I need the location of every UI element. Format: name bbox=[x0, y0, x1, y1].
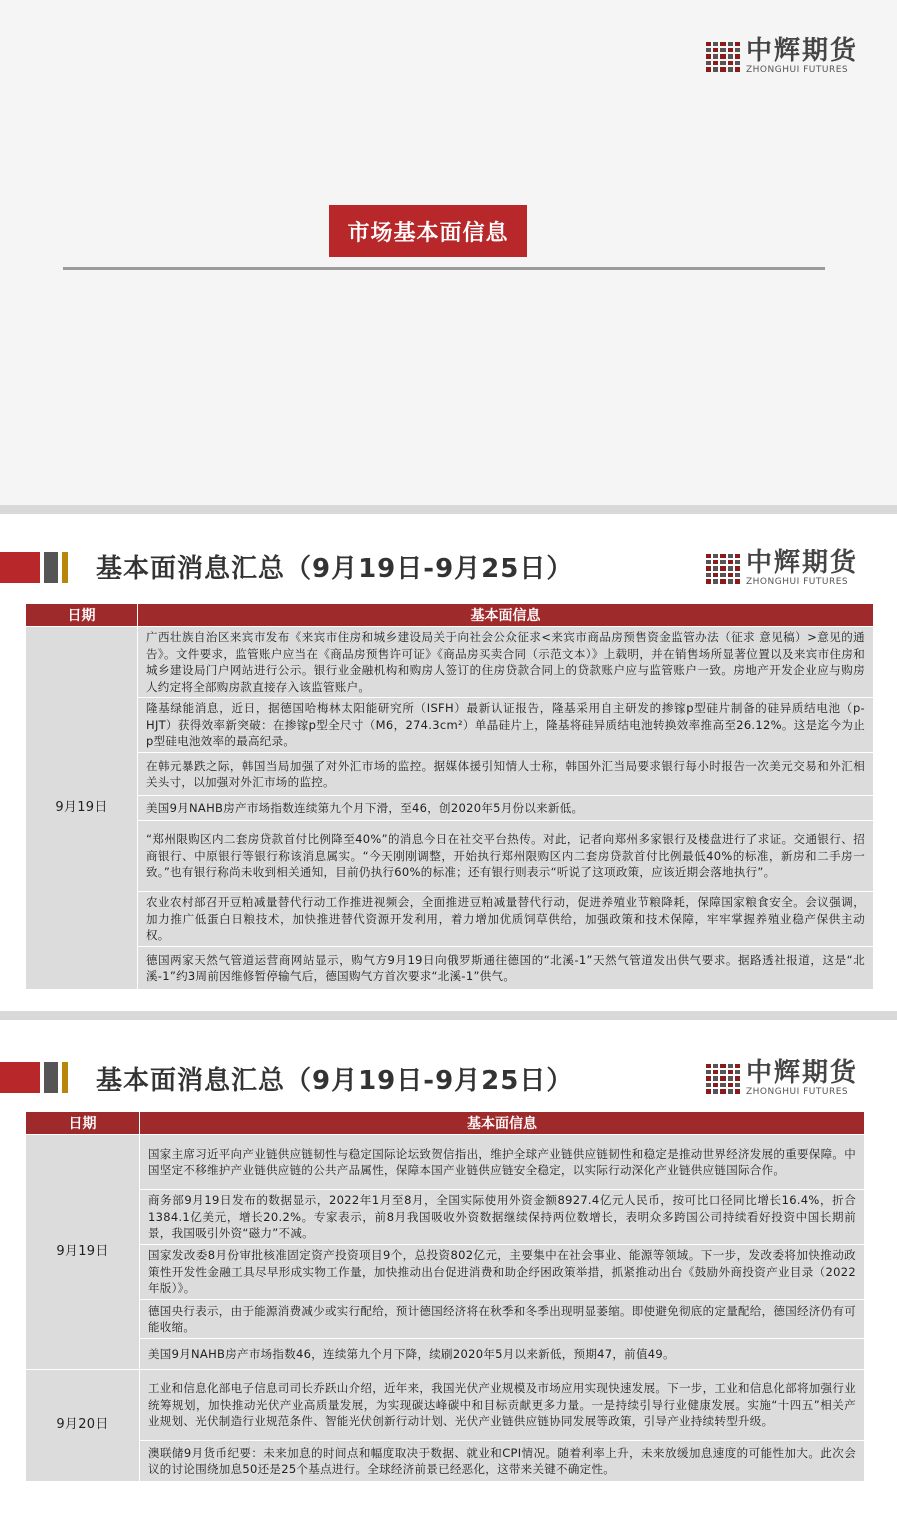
info-cell: 在韩元暴跌之际，韩国当局加强了对外汇市场的监控。据媒体援引知情人士称，韩国外汇当局要求银行每小时报告一次美元交易和外汇相关头寸，以加强对外汇市场的监控。 bbox=[138, 753, 874, 796]
info-cell: 农业农村部召开豆粕减量替代行动工作推进视频会，全面推进豆粕减量替代行动，促进养殖业节粮降耗，保障国家粮食安全。会议强调，加力推广低蛋白日粮技术，加快推进替代资源开发利用，着力增加优质饲草供给，加强政策和技术保障，牢牢掌握养殖业稳产保供主动权。 bbox=[138, 892, 874, 947]
info-cell: 商务部9月19日发布的数据显示，2022年1月至8月，全国实际使用外资金额8927.4亿元人民币，按可比口径同比增长16.4%，折合1384.1亿美元，增长20.2%。专家表示，前8月我国吸收外资数据继续保持两位数增长，表明众多跨国公司持续看好投资中国长期前景，我国吸引外资“磁力”不减。 bbox=[140, 1190, 865, 1245]
brand-name-cn: 中辉期货 bbox=[746, 548, 859, 578]
info-cell: 澳联储9月货币纪要：未来加息的时间点和幅度取决于数据、就业和CPI情况。随着利率上升，未来放缓加息速度的可能性加大。此次会议的讨论围绕加息50还是25个基点进行。全球经济前景已经恶化，这带来关键不确定性。 bbox=[140, 1441, 865, 1482]
brand-name-en: ZHONGHUI FUTURES bbox=[746, 577, 849, 587]
logo-mark-icon bbox=[706, 42, 740, 72]
info-cell: 德国央行表示，由于能源消费减少或实行配给，预计德国经济将在秋季和冬季出现明显萎缩。即使避免彻底的定量配给，德国经济仍有可能收缩。 bbox=[140, 1300, 865, 1339]
table-row bbox=[26, 1339, 865, 1370]
table-row bbox=[26, 1441, 865, 1482]
date-column-header: 日期 bbox=[26, 604, 138, 627]
summary-slide-2 bbox=[0, 1020, 897, 1522]
table-row bbox=[26, 796, 874, 821]
date-cell: 9月19日 bbox=[26, 627, 138, 990]
date-column-header: 日期 bbox=[26, 1112, 140, 1135]
table-row bbox=[26, 1190, 865, 1245]
brand-name-en: ZHONGHUI FUTURES bbox=[746, 65, 849, 75]
page-title: 基本面消息汇总（9月19日-9月25日） bbox=[96, 1066, 574, 1096]
table-row bbox=[26, 627, 874, 698]
info-cell: 国家发改委8月份审批核准固定资产投资项目9个，总投资802亿元，主要集中在社会事业、能源等领域。下一步，发改委将加快推动政策性开发性金融工具尽早形成实物工作量，加快推动出台促进消费和助企纾困政策举措，抓紧推动出台《鼓励外商投资产业目录（2022年版）》。 bbox=[140, 1245, 865, 1300]
table-row bbox=[26, 1370, 865, 1441]
info-table bbox=[25, 603, 874, 990]
table-row bbox=[26, 892, 874, 947]
info-cell: 美国9月NAHB房产市场指数连续第九个月下滑，至46，创2020年5月份以来新低。 bbox=[138, 796, 874, 821]
info-cell: “郑州限购区内二套房贷款首付比例降至40%”的消息今日在社交平台热传。对此，记者向郑州多家银行及楼盘进行了求证。交通银行、招商银行、中原银行等银行称该消息属实。“今天刚刚调整，开始执行郑州限购区内二套房贷款首付比例最低40%的标准，新房和二手房一致。”也有银行称尚未收到相关通知，目前仍执行60%的标准；还有银行则表示“听说了这项政策，应该近期会落地执行”。 bbox=[138, 821, 874, 892]
table-row bbox=[26, 821, 874, 892]
info-column-header: 基本面信息 bbox=[140, 1112, 865, 1135]
date-cell: 9月20日 bbox=[26, 1370, 140, 1482]
logo-mark-icon bbox=[706, 1064, 740, 1094]
info-cell: 德国两家天然气管道运营商网站显示，购气方9月19日向俄罗斯通往德国的“北溪-1”天然气管道发出供气要求。据路透社报道，这是“北溪-1”约3周前因维修暂停输气后，德国购气方首次要求“北溪-1”供气。 bbox=[138, 947, 874, 990]
brand-name-cn: 中辉期货 bbox=[746, 36, 859, 66]
table-row bbox=[26, 753, 874, 796]
cover-divider bbox=[63, 267, 825, 270]
logo-mark-icon bbox=[706, 554, 740, 584]
brand-name-en: ZHONGHUI FUTURES bbox=[746, 1087, 849, 1097]
table-row bbox=[26, 1245, 865, 1300]
table-row bbox=[26, 947, 874, 990]
info-cell: 广西壮族自治区来宾市发布《来宾市住房和城乡建设局关于向社会公众征求<来宾市商品房预售资金监管办法（征求 意见稿）>意见的通告》。文件要求，监管账户应当在《商品房预售许可证》《商品房买卖合同（示范文本）》上载明，并在销售场所显著位置以及来宾市住房和城乡建设局门户网站进行公示。银行业金融机构和购房人签订的住房贷款合同上的贷款账户应与监管账户一致。房地产开发企业应与购房人约定将全部购房款直接存入该监管账户。 bbox=[138, 627, 874, 698]
cover-slide bbox=[0, 0, 897, 505]
info-cell: 隆基绿能消息，近日，据德国哈梅林太阳能研究所（ISFH）最新认证报告，隆基采用自主研发的掺镓p型硅片制备的硅异质结电池（p-HJT）获得效率新突破：在掺镓p型全尺寸（M6，274.3cm²）单晶硅片上，隆基将硅异质结电池转换效率推高至26.12%。这是迄今为止p型硅电池效率的最高纪录。 bbox=[138, 698, 874, 753]
cover-title: 市场基本面信息 bbox=[329, 205, 527, 257]
info-cell: 工业和信息化部电子信息司司长乔跃山介绍，近年来，我国光伏产业规模及市场应用实现快速发展。下一步，工业和信息化部将加强行业统筹规划，加快推动光伏产业高质量发展，为实现碳达峰碳中和目标贡献更多力量。一是持续引导行业健康发展。实施“十四五”相关产业规划、光伏制造行业规范条件、智能光伏创新行动计划、光伏产业链供应链协同发展等政策，引导产业持续转型升级。 bbox=[140, 1370, 865, 1441]
table-row bbox=[26, 1300, 865, 1339]
table-row bbox=[26, 1135, 865, 1190]
brand-name-cn: 中辉期货 bbox=[746, 1058, 859, 1088]
brand-logo bbox=[706, 38, 858, 75]
info-column-header: 基本面信息 bbox=[138, 604, 874, 627]
date-cell: 9月19日 bbox=[26, 1135, 140, 1370]
page-title: 基本面消息汇总（9月19日-9月25日） bbox=[96, 554, 574, 584]
info-cell: 美国9月NAHB房产市场指数46，连续第九个月下降，续刷2020年5月以来新低，预期47，前值49。 bbox=[140, 1339, 865, 1370]
brand-logo bbox=[706, 550, 858, 587]
brand-logo bbox=[706, 1060, 858, 1097]
info-table bbox=[25, 1111, 865, 1482]
info-cell: 国家主席习近平向产业链供应链韧性与稳定国际论坛致贺信指出，维护全球产业链供应链韧性和稳定是推动世界经济发展的重要保障。中国坚定不移维护产业链供应链的公共产品属性，保障本国产业链供应链安全稳定，以实际行动深化产业链供应链国际合作。 bbox=[140, 1135, 865, 1190]
summary-slide-1 bbox=[0, 514, 897, 1011]
table-row bbox=[26, 698, 874, 753]
